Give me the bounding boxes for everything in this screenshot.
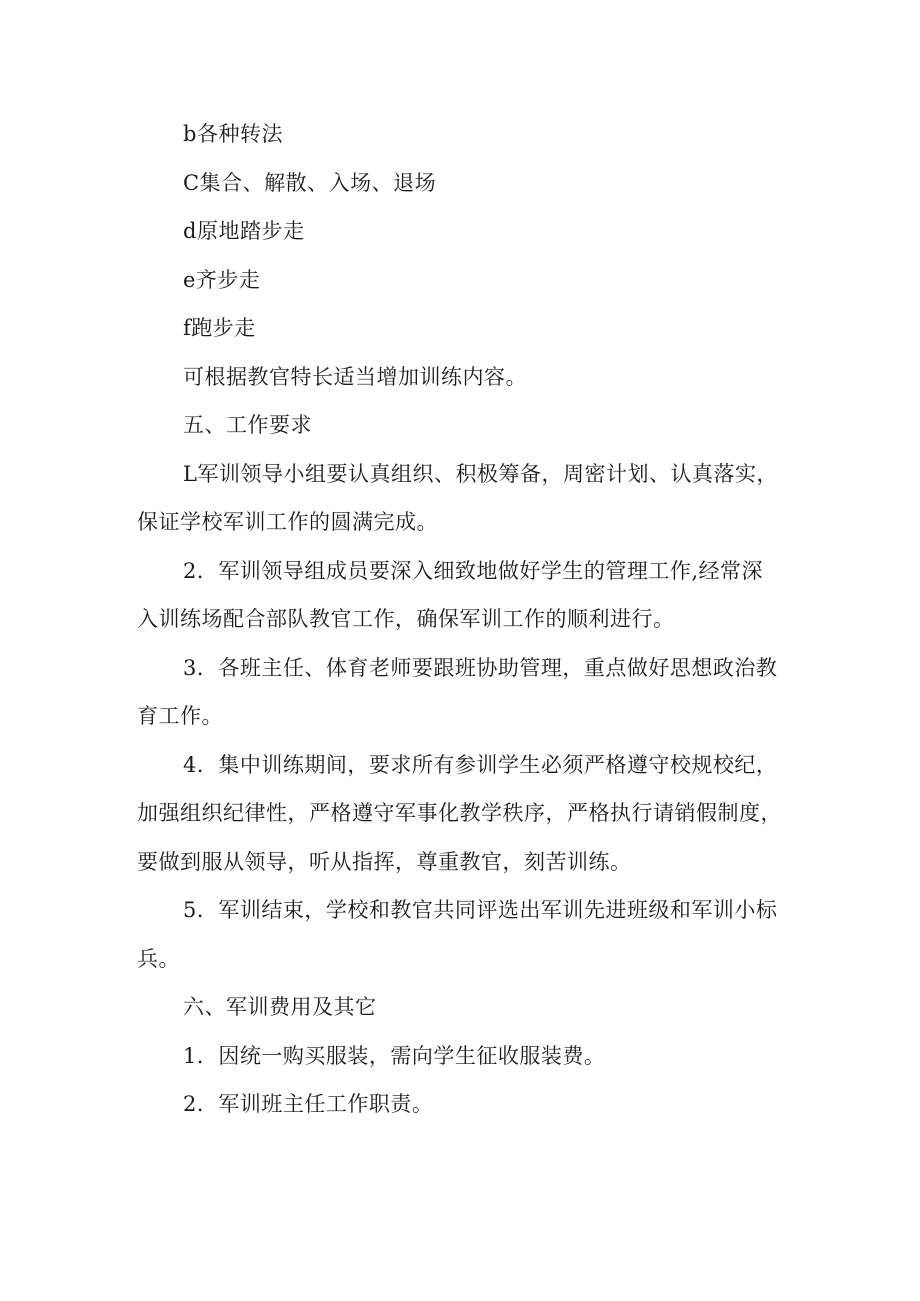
requirement-item: L军训领导小组要认真组织、积极筹备，周密计划、认真落实， 保证学校军训工作的圆满完成。 bbox=[137, 461, 778, 534]
list-item: 2．军训班主任工作职责。 bbox=[183, 1092, 434, 1116]
document-page bbox=[137, 110, 787, 1129]
section-heading: 五、工作要求 bbox=[183, 413, 312, 437]
list-item: C集合、解散、入场、退场 bbox=[183, 170, 437, 195]
requirement-item: 5．军训结束，学校和教官共同评选出军训先进班级和军训小标 兵。 bbox=[137, 898, 778, 971]
requirement-item: 3．各班主任、体育老师要跟班协助管理，重点做好思想政治教 育工作。 bbox=[137, 655, 778, 728]
list-item: b各种转法 bbox=[183, 122, 283, 146]
list-item: d原地踏步走 bbox=[183, 219, 305, 243]
section-heading: 六、军训费用及其它 bbox=[183, 995, 377, 1019]
list-item: e齐步走 bbox=[183, 267, 261, 292]
list-item: 1．因统一购买服装，需向学生征收服装费。 bbox=[183, 1043, 606, 1068]
requirement-item: 4．集中训练期间，要求所有参训学生必须严格遵守校规校纪， 加强组织纪律性，严格遵守军事化教学秩序，严格执行请销假制度， 要做到服从领导，听从指挥，尊重教官，刻苦训练。 bbox=[137, 752, 782, 874]
list-item: f跑步走 bbox=[183, 316, 256, 340]
requirement-item: 2．军训领导组成员要深入细致地做好学生的管理工作,经常深 入训练场配合部队教官工作，确保军训工作的顺利进行。 bbox=[137, 558, 764, 631]
paragraph: 可根据教官特长适当增加训练内容。 bbox=[183, 364, 527, 389]
